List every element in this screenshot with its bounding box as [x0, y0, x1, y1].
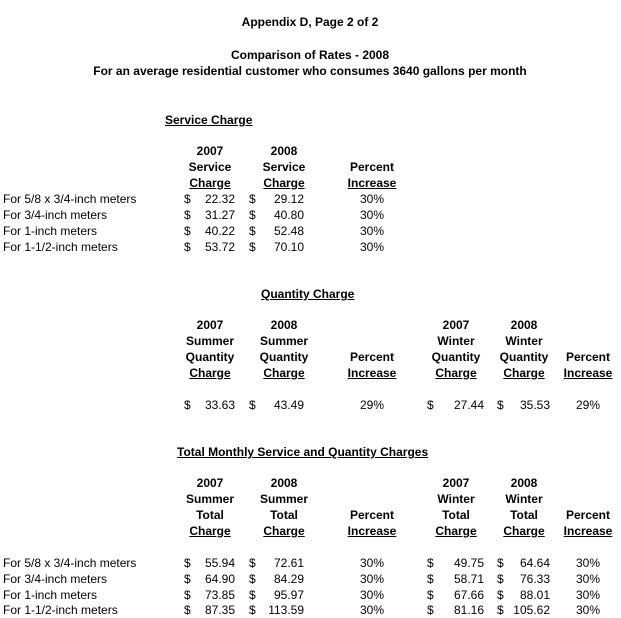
percent-increase: 30%: [359, 224, 385, 238]
qty-summer-2008-h2: Summer: [259, 334, 309, 348]
total-winter-2008-h4: Charge: [503, 524, 545, 538]
summer-2008-value: 95.97: [273, 588, 304, 602]
total-winter-2008-h1: 2008: [510, 476, 538, 490]
total-winter-2007-h1: 2007: [442, 476, 470, 490]
dollar-sign: $: [497, 572, 504, 586]
value-2008: 70.10: [273, 240, 304, 254]
qty-winter-2007-h3: Quantity: [431, 350, 481, 364]
row-label: For 5/8 x 3/4-inch meters: [3, 556, 137, 570]
qty-summer-2007-h3: Quantity: [185, 350, 235, 364]
summer-2007-value: 55.94: [204, 556, 235, 570]
summer-2007-value: 87.35: [204, 603, 235, 617]
summer-percent-increase: 30%: [359, 572, 385, 586]
total-summer-2008-h1: 2008: [270, 476, 298, 490]
dollar-sign: $: [427, 603, 434, 617]
dollar-sign: $: [497, 398, 504, 412]
qty-winter-pct-h2: Increase: [563, 366, 613, 380]
total-summer-2007-h4: Charge: [189, 524, 231, 538]
dollar-sign: $: [427, 556, 434, 570]
service-pct-header-line2: Increase: [347, 176, 397, 190]
summer-2007-value: 33.63: [204, 398, 235, 412]
dollar-sign: $: [249, 572, 256, 586]
summer-2008-value: 84.29: [273, 572, 304, 586]
dollar-sign: $: [184, 572, 191, 586]
dollar-sign: $: [184, 603, 191, 617]
dollar-sign: $: [497, 556, 504, 570]
winter-2008-value: 35.53: [519, 398, 550, 412]
summer-percent-increase: 29%: [359, 398, 385, 412]
qty-summer-2007-h4: Charge: [189, 366, 231, 380]
dollar-sign: $: [427, 398, 434, 412]
winter-2007-value: 49.75: [453, 556, 484, 570]
qty-summer-2008-h3: Quantity: [259, 350, 309, 364]
total-winter-2008-h3: Total: [510, 508, 538, 522]
service-2008-header-line3: Charge: [263, 176, 305, 190]
total-winter-pct-h1: Percent: [565, 508, 611, 522]
service-2007-header-year: 2007: [196, 144, 224, 158]
dollar-sign: $: [184, 208, 191, 222]
total-winter-pct-h2: Increase: [563, 524, 613, 538]
qty-summer-2008-h4: Charge: [263, 366, 305, 380]
dollar-sign: $: [249, 398, 256, 412]
winter-2007-value: 27.44: [453, 398, 484, 412]
percent-increase: 30%: [359, 240, 385, 254]
row-label: For 3/4-inch meters: [3, 208, 108, 222]
winter-2007-value: 67.66: [453, 588, 484, 602]
value-2007: 40.22: [204, 224, 235, 238]
total-summer-pct-h1: Percent: [349, 508, 395, 522]
row-label: For 1-1/2-inch meters: [3, 240, 118, 254]
row-label: For 3/4-inch meters: [3, 572, 108, 586]
qty-summer-pct-h1: Percent: [349, 350, 395, 364]
page-subtitle: For an average residential customer who consumes 3640 gallons per month: [93, 64, 527, 78]
dollar-sign: $: [249, 192, 256, 206]
summer-percent-increase: 30%: [359, 603, 385, 617]
dollar-sign: $: [184, 398, 191, 412]
qty-winter-2007-h2: Winter: [437, 334, 475, 348]
dollar-sign: $: [249, 208, 256, 222]
dollar-sign: $: [249, 556, 256, 570]
qty-winter-2008-h1: 2008: [510, 318, 538, 332]
value-2007: 53.72: [204, 240, 235, 254]
qty-winter-2008-h4: Charge: [503, 366, 545, 380]
service-2008-header-line2: Service: [262, 160, 306, 174]
total-summer-pct-h2: Increase: [347, 524, 397, 538]
dollar-sign: $: [249, 224, 256, 238]
total-summer-2008-h4: Charge: [263, 524, 305, 538]
summer-percent-increase: 30%: [359, 556, 385, 570]
total-summer-2007-h1: 2007: [196, 476, 224, 490]
total-summer-2008-h3: Total: [270, 508, 298, 522]
dollar-sign: $: [497, 603, 504, 617]
total-winter-2008-h2: Winter: [505, 492, 543, 506]
row-label: For 1-inch meters: [3, 224, 98, 238]
row-label: For 1-1/2-inch meters: [3, 603, 118, 617]
summer-2008-value: 72.61: [273, 556, 304, 570]
dollar-sign: $: [427, 588, 434, 602]
dollar-sign: $: [249, 240, 256, 254]
service-pct-header-line1: Percent: [349, 160, 395, 174]
dollar-sign: $: [184, 192, 191, 206]
qty-summer-2007-h1: 2007: [196, 318, 224, 332]
winter-2008-value: 88.01: [519, 588, 550, 602]
winter-percent-increase: 30%: [575, 572, 601, 586]
service-2007-header-line2: Service: [188, 160, 232, 174]
qty-summer-2008-h1: 2008: [270, 318, 298, 332]
service-2007-header-line3: Charge: [189, 176, 231, 190]
value-2008: 40.80: [273, 208, 304, 222]
total-winter-2007-h3: Total: [442, 508, 470, 522]
total-summer-2007-h2: Summer: [185, 492, 235, 506]
qty-winter-2007-h4: Charge: [435, 366, 477, 380]
dollar-sign: $: [184, 224, 191, 238]
quantity-charge-heading: Quantity Charge: [261, 287, 355, 301]
dollar-sign: $: [249, 588, 256, 602]
qty-winter-2008-h2: Winter: [505, 334, 543, 348]
total-summer-2007-h3: Total: [196, 508, 224, 522]
dollar-sign: $: [427, 572, 434, 586]
winter-2007-value: 58.71: [453, 572, 484, 586]
total-summer-2008-h2: Summer: [259, 492, 309, 506]
value-2007: 31.27: [204, 208, 235, 222]
summer-2008-value: 43.49: [273, 398, 304, 412]
winter-2007-value: 81.16: [453, 603, 484, 617]
dollar-sign: $: [497, 588, 504, 602]
total-winter-2007-h2: Winter: [437, 492, 475, 506]
dollar-sign: $: [249, 603, 256, 617]
percent-increase: 30%: [359, 208, 385, 222]
service-charge-heading: Service Charge: [165, 113, 253, 127]
summer-2007-value: 73.85: [204, 588, 235, 602]
dollar-sign: $: [184, 556, 191, 570]
winter-percent-increase: 30%: [575, 588, 601, 602]
qty-winter-2007-h1: 2007: [442, 318, 470, 332]
qty-summer-2007-h2: Summer: [185, 334, 235, 348]
dollar-sign: $: [184, 588, 191, 602]
winter-percent-increase: 30%: [575, 603, 601, 617]
winter-2008-value: 76.33: [519, 572, 550, 586]
summer-2008-value: 113.59: [268, 603, 304, 617]
qty-winter-2008-h3: Quantity: [499, 350, 549, 364]
summer-percent-increase: 30%: [359, 588, 385, 602]
winter-2008-value: 64.64: [519, 556, 550, 570]
percent-increase: 30%: [359, 192, 385, 206]
winter-percent-increase: 29%: [575, 398, 601, 412]
qty-summer-pct-h2: Increase: [347, 366, 397, 380]
winter-2008-value: 105.62: [513, 603, 550, 617]
appendix-label: Appendix D, Page 2 of 2: [241, 15, 379, 29]
row-label: For 5/8 x 3/4-inch meters: [3, 192, 137, 206]
page-title: Comparison of Rates - 2008: [230, 48, 390, 62]
service-2008-header-year: 2008: [270, 144, 298, 158]
total-charges-heading: Total Monthly Service and Quantity Charges: [177, 445, 429, 459]
value-2008: 52.48: [273, 224, 304, 238]
dollar-sign: $: [184, 240, 191, 254]
winter-percent-increase: 30%: [575, 556, 601, 570]
row-label: For 1-inch meters: [3, 588, 98, 602]
total-winter-2007-h4: Charge: [435, 524, 477, 538]
value-2007: 22.32: [204, 192, 235, 206]
summer-2007-value: 64.90: [204, 572, 235, 586]
value-2008: 29.12: [273, 192, 304, 206]
qty-winter-pct-h1: Percent: [565, 350, 611, 364]
